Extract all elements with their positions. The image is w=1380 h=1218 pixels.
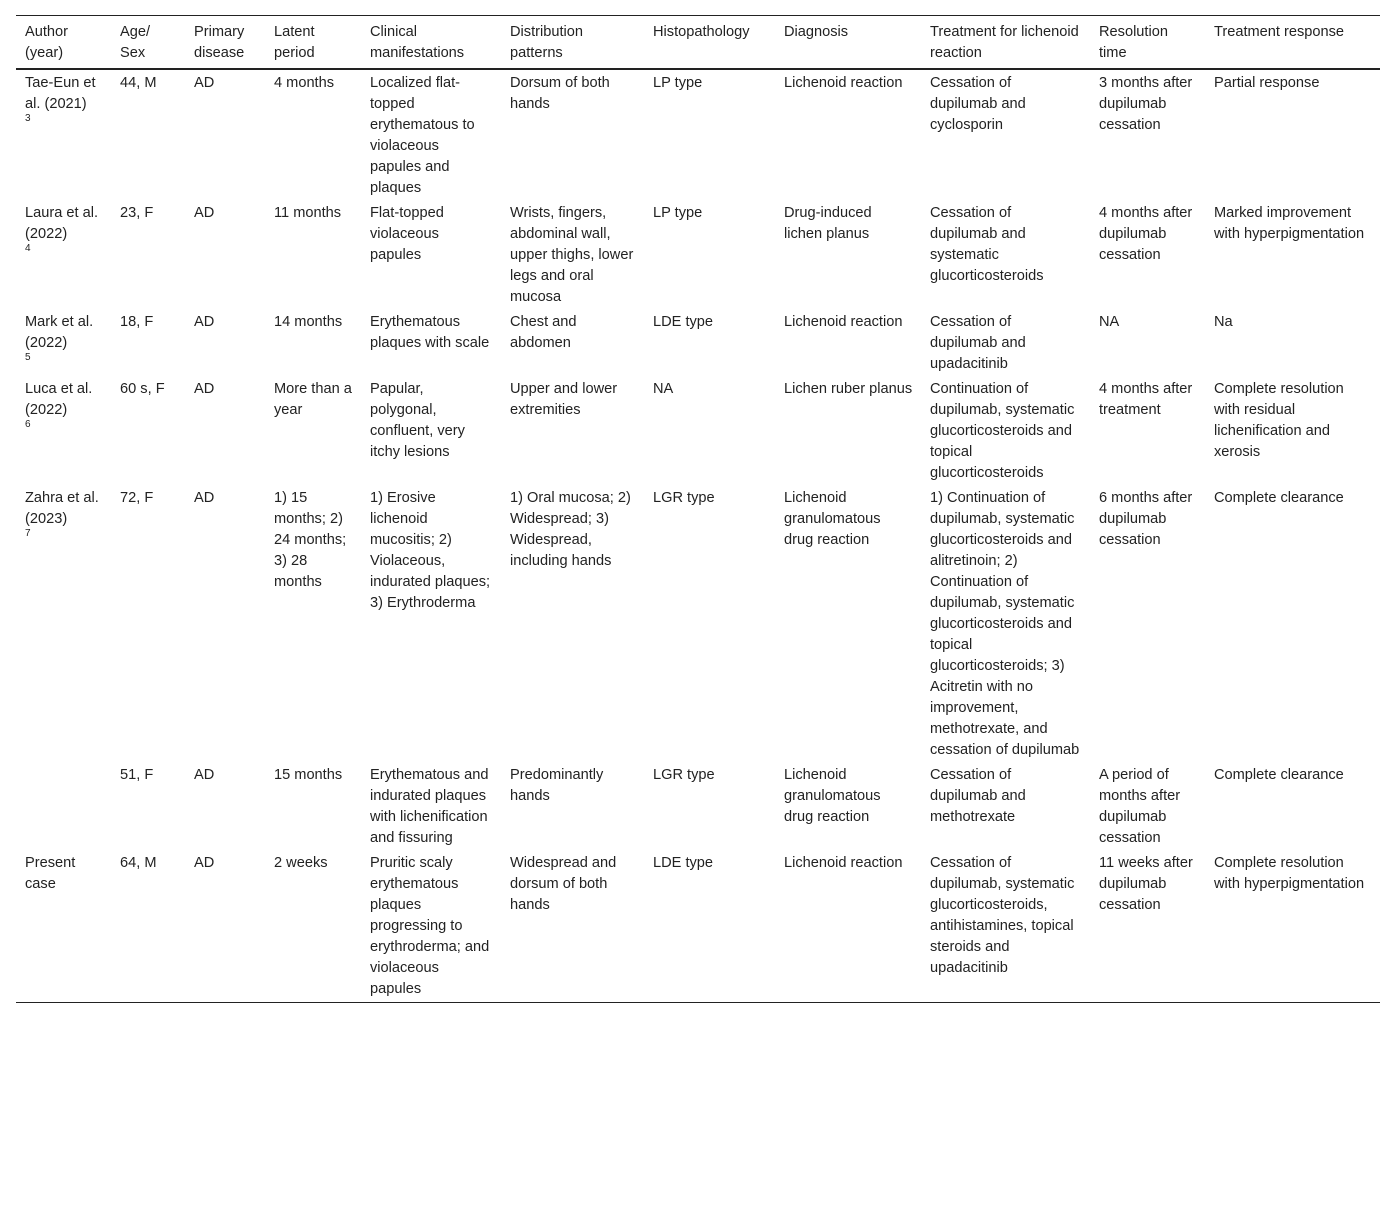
cell-age-sex: 51, F <box>120 767 154 783</box>
cell-clinical: Flat-topped violaceous papules <box>370 205 444 263</box>
cell-diagnosis: Lichenoid granulomatous drug reaction <box>784 490 881 548</box>
cell-latent-period: 15 months <box>274 767 343 783</box>
cell-resolution: A period of months after dupilumab cessation <box>1099 767 1181 846</box>
cell-histopathology: LDE type <box>653 855 714 871</box>
author-text: Luca et al. (2022) <box>25 381 93 418</box>
cell-treatment: Cessation of dupilumab, systematic glucorticosteroids, antihistamines, topical steroids and upadacitinib <box>930 855 1075 976</box>
header-author: Author (year) <box>16 16 111 70</box>
cell-diagnosis: Drug-induced lichen planus <box>784 205 872 242</box>
table-row <box>16 763 1380 851</box>
cell-resolution: 3 months after dupilumab cessation <box>1099 75 1193 133</box>
cell-latent-period: 14 months <box>274 314 343 330</box>
cell-response: Na <box>1214 314 1233 330</box>
cell-age-sex: 18, F <box>120 314 154 330</box>
cell-clinical: Localized flat-topped erythematous to violaceous papules and plaques <box>370 75 475 196</box>
author-text: Zahra et al. (2023) <box>25 490 99 527</box>
cell-diagnosis: Lichenoid granulomatous drug reaction <box>784 767 881 825</box>
cell-latent-period: 11 months <box>274 205 342 221</box>
header-latent-period: Latent period <box>265 16 361 70</box>
cell-latent-period: 4 months <box>274 75 335 91</box>
cell-primary-disease: AD <box>194 75 215 91</box>
cell-age-sex: 64, M <box>120 855 157 871</box>
header-resolution: Resolution time <box>1090 16 1205 70</box>
table-row <box>16 486 1380 763</box>
cell-author <box>16 763 111 851</box>
cell-treatment: Cessation of dupilumab and methotrexate <box>930 767 1026 825</box>
cell-primary-disease: AD <box>194 855 215 871</box>
cell-distribution: Chest and abdomen <box>510 314 577 351</box>
cell-primary-disease: AD <box>194 205 215 221</box>
header-histopathology: Histopathology <box>644 16 775 70</box>
table-row <box>16 201 1380 310</box>
cell-author <box>16 377 111 486</box>
cell-author <box>16 69 111 201</box>
cell-distribution: Predominantly hands <box>510 767 604 804</box>
cell-treatment: Cessation of dupilumab and cyclosporin <box>930 75 1026 133</box>
cell-clinical: Papular, polygonal, confluent, very itchy lesions <box>370 381 465 460</box>
cell-age-sex: 60 s, F <box>120 381 165 397</box>
table-header-row <box>16 16 1380 70</box>
cell-distribution: 1) Oral mucosa; 2) Widespread; 3) Widespread, including hands <box>510 490 631 569</box>
header-response: Treatment response <box>1205 16 1380 70</box>
cell-treatment: Continuation of dupilumab, systematic glucorticosteroids and topical glucorticosteroids <box>930 381 1075 481</box>
case-comparison-table <box>16 15 1380 1003</box>
cell-histopathology: LGR type <box>653 767 715 783</box>
cell-diagnosis: Lichen ruber planus <box>784 381 913 397</box>
cell-latent-period: 1) 15 months; 2) 24 months; 3) 28 months <box>274 490 347 590</box>
header-age-sex: Age/ Sex <box>111 16 185 70</box>
cell-histopathology: LDE type <box>653 314 714 330</box>
table-row <box>16 851 1380 1003</box>
cell-treatment: Cessation of dupilumab and upadacitinib <box>930 314 1026 372</box>
case-table-container <box>16 15 1380 1003</box>
header-diagnosis: Diagnosis <box>775 16 921 70</box>
cell-clinical: 1) Erosive lichenoid mucositis; 2) Violaceous, indurated plaques; 3) Erythroderma <box>370 490 491 611</box>
cell-resolution: 6 months after dupilumab cessation <box>1099 490 1193 548</box>
reference-number: 5 <box>25 352 31 363</box>
author-text: Laura et al. (2022) <box>25 205 99 242</box>
cell-resolution: NA <box>1099 314 1120 330</box>
cell-response: Marked improvement with hyperpigmentation <box>1214 205 1365 242</box>
header-clinical: Clinical manifestations <box>361 16 501 70</box>
cell-distribution: Widespread and dorsum of both hands <box>510 855 617 913</box>
reference-number: 3 <box>25 113 31 124</box>
cell-distribution: Dorsum of both hands <box>510 75 610 112</box>
cell-histopathology: NA <box>653 381 674 397</box>
cell-distribution: Upper and lower extremities <box>510 381 618 418</box>
cell-histopathology: LP type <box>653 75 703 91</box>
cell-treatment: 1) Continuation of dupilumab, systematic glucorticosteroids and alitretinoin; 2) Continuation of dupilumab, systematic glucorticosteroids and topical glucorticosteroids; 3) Acitretin with no improvement, methotrexate, and cessation of dupilumab <box>930 490 1080 758</box>
reference-number: 7 <box>25 528 31 539</box>
cell-clinical: Erythematous plaques with scale <box>370 314 490 351</box>
cell-response: Complete clearance <box>1214 490 1344 506</box>
reference-number: 6 <box>25 419 31 430</box>
cell-age-sex: 44, M <box>120 75 157 91</box>
table-row <box>16 310 1380 377</box>
cell-resolution: 4 months after treatment <box>1099 381 1193 418</box>
header-treatment: Treatment for lichenoid reaction <box>921 16 1090 70</box>
cell-author <box>16 201 111 310</box>
author-text: Present case <box>25 855 76 892</box>
cell-response: Complete resolution with residual lichenification and xerosis <box>1214 381 1344 460</box>
cell-response: Complete clearance <box>1214 767 1344 783</box>
cell-resolution: 11 weeks after dupilumab cessation <box>1099 855 1193 913</box>
cell-latent-period: More than a year <box>274 381 352 418</box>
cell-clinical: Pruritic scaly erythematous plaques progressing to erythroderma; and violaceous papules <box>370 855 490 997</box>
table-row <box>16 69 1380 201</box>
cell-diagnosis: Lichenoid reaction <box>784 855 903 871</box>
cell-distribution: Wrists, fingers, abdominal wall, upper thighs, lower legs and oral mucosa <box>510 205 634 305</box>
cell-latent-period: 2 weeks <box>274 855 328 871</box>
cell-response: Partial response <box>1214 75 1320 91</box>
cell-resolution: 4 months after dupilumab cessation <box>1099 205 1193 263</box>
cell-treatment: Cessation of dupilumab and systematic glucorticosteroids <box>930 205 1044 284</box>
cell-primary-disease: AD <box>194 767 215 783</box>
header-distribution: Distribution patterns <box>501 16 644 70</box>
cell-histopathology: LGR type <box>653 490 715 506</box>
author-text: Tae-Eun et al. (2021) <box>25 75 96 112</box>
cell-author <box>16 486 111 763</box>
header-primary-disease: Primary disease <box>185 16 265 70</box>
cell-primary-disease: AD <box>194 314 215 330</box>
cell-clinical: Erythematous and indurated plaques with lichenification and fissuring <box>370 767 489 846</box>
cell-author <box>16 310 111 377</box>
cell-primary-disease: AD <box>194 381 215 397</box>
author-text: Mark et al. (2022) <box>25 314 94 351</box>
cell-author <box>16 851 111 1003</box>
table-row <box>16 377 1380 486</box>
cell-diagnosis: Lichenoid reaction <box>784 75 903 91</box>
cell-diagnosis: Lichenoid reaction <box>784 314 903 330</box>
cell-histopathology: LP type <box>653 205 703 221</box>
cell-age-sex: 23, F <box>120 205 154 221</box>
reference-number: 4 <box>25 243 31 254</box>
cell-primary-disease: AD <box>194 490 215 506</box>
cell-age-sex: 72, F <box>120 490 154 506</box>
table-body <box>16 69 1380 1003</box>
cell-response: Complete resolution with hyperpigmentation <box>1214 855 1365 892</box>
